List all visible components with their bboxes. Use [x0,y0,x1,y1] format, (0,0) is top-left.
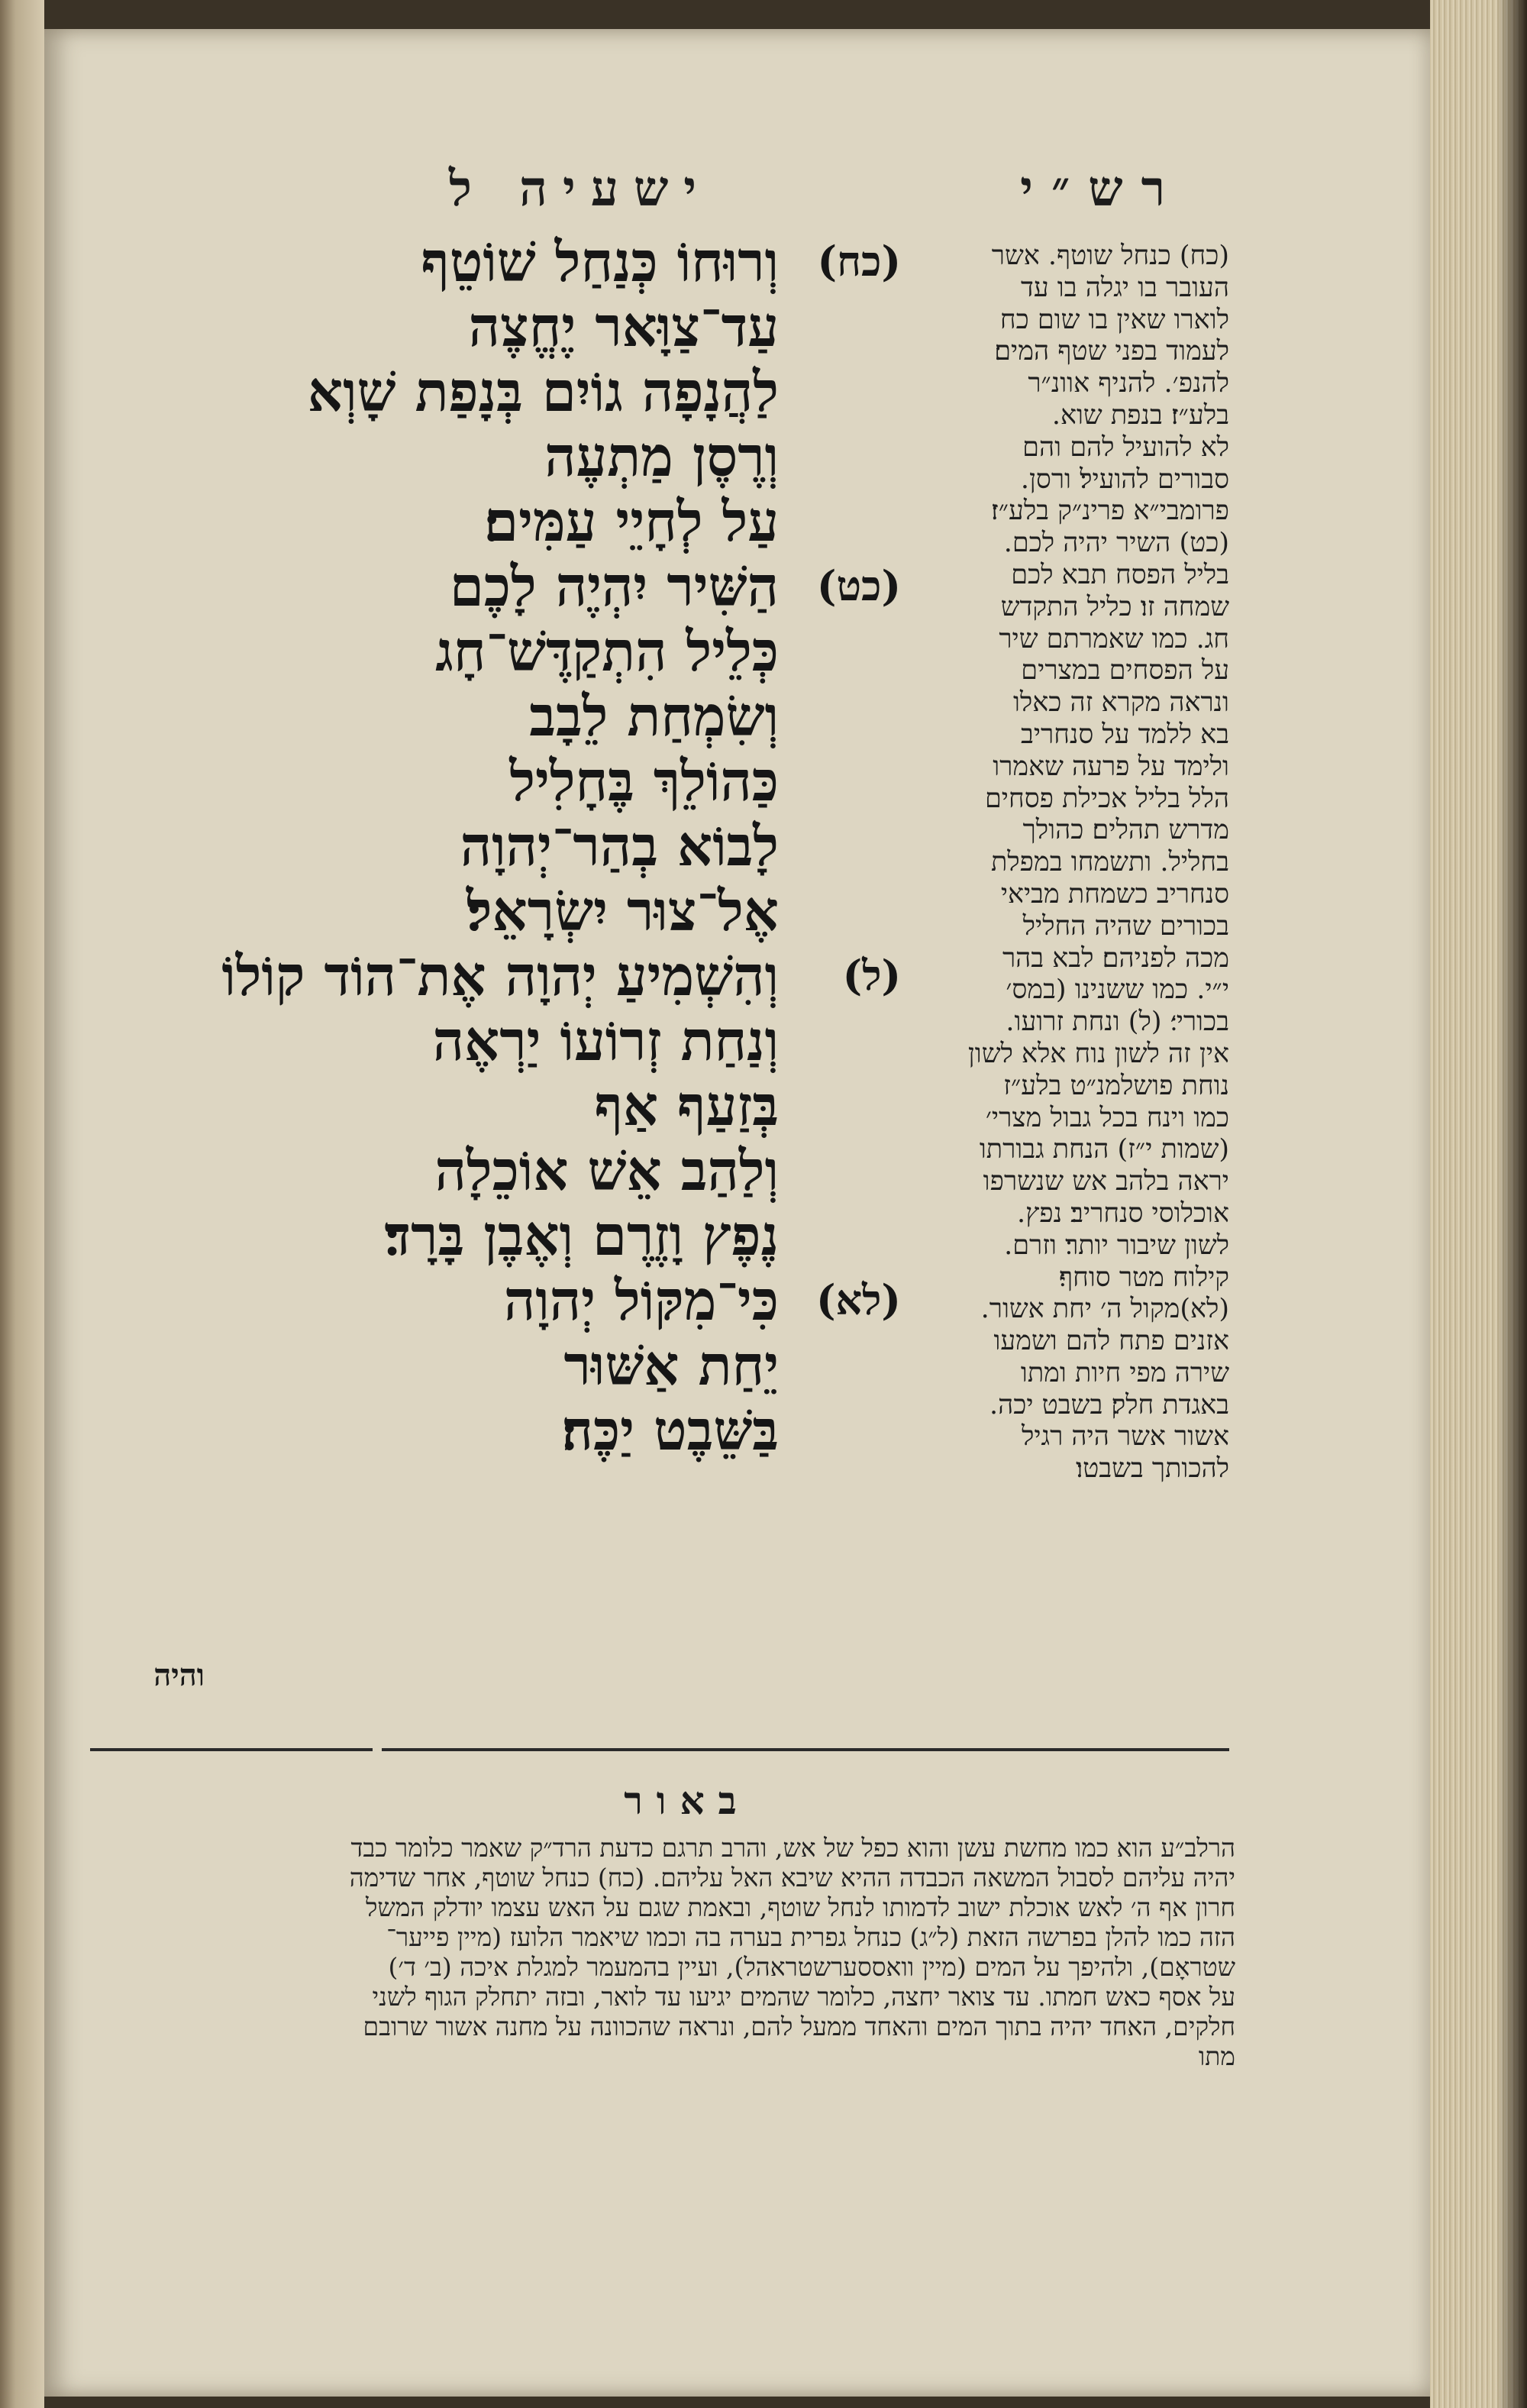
verse-line [115,748,893,813]
rashi-line: (שמות י״ז) הנחת גבורתו [979,1134,1229,1165]
rashi-line: סנחריב כשמחת מביאי [1000,878,1229,910]
biur-line: מתו [1198,2041,1235,2071]
rashi-line: אין זה לשון נוח אלא לשון [967,1038,1229,1069]
rashi-line: מדרש תהלים׃ כהולך [1022,815,1229,846]
verse-text: וְשִׂמְחַת לֵבָב [529,684,779,748]
book-title-header: ישעיה ל [448,160,712,218]
rashi-line: בכורים שהיה החליל [1022,910,1229,942]
verse-line [115,294,893,359]
verse-text: נֶפֶץ וָזֶרֶם וְאֶבֶן בָּרָד׃ [384,1203,779,1268]
verse-line [115,424,893,489]
rashi-line: בליל הפסח תבא לכם [1011,559,1229,590]
rashi-line: סבורים להועיל׃ ורסן. [1020,464,1229,495]
verse-text: וְלַהַב אֵשׁ אוֹכֵלָה [434,1138,779,1203]
rashi-line: בלע״ז׃ בנפת שוא. [1051,399,1229,431]
biur-title: באור [624,1778,751,1823]
verse-line [115,1268,901,1333]
verse-text: כְּלֵיל הִתְקַדֶּשׁ־חָג [435,619,779,684]
verse-line [115,813,893,878]
left-page-edge [0,0,44,2408]
verse-text: כִּי־מִקּוֹל יְהוָה [503,1268,779,1333]
rashi-line: אזנים פתח להם ושמעו [993,1326,1229,1357]
page-stack-edge [1430,0,1527,2408]
rashi-line: לשון שיבור יותר׃ וזרם. [1004,1230,1229,1261]
rashi-line: (כט) השיר יהיה לכם. [1003,528,1229,559]
rashi-line: להכותך בשבטו׃ [1076,1453,1229,1485]
biur-line: יהיה עליהם לסבול המשאה הכבדה ההיא שיבא האל עליהם. (כח) כנחל שוטף, אחר שדימה [349,1863,1235,1892]
verse-text: לָבוֹא בְהַר־יְהוָה [460,813,779,878]
verse-line [115,1203,893,1268]
verse-text: הַשִּׁיר יִהְיֶה לָכֶם [449,554,779,619]
verse-line [115,1398,893,1463]
verse-text: עַד־צַוָּאר יֶחֱצֶה [468,294,779,359]
verse-text: כַּהוֹלֵךְ בֶּחָלִיל [509,748,779,813]
biur-line: חלקים, האחד יהיה בתוך המים והאחד ממעל להם, ונראה שהכוונה על מחנה אשור שרובם [363,2012,1235,2041]
verse-line [115,554,901,619]
biur-line: חרון אף ה׳ לאש אוכלת ישוב לדמותו לנחל שוטף, ובאמת שגם על האש עצמו יודלק המשל [365,1892,1235,1922]
rashi-line: לעמוד בפני שטף המים׃ [994,336,1229,367]
rashi-line: ונראה מקרא זה כאלו [1012,687,1229,719]
rashi-header: רש״י [1020,160,1183,218]
rashi-line: (לא)מקול ה׳ יחת אשור. [980,1294,1229,1325]
verse-number: (כח) [817,237,901,286]
verse-text: וְנַחַת זְרוֹעוֹ יַרְאֶה [432,1008,779,1073]
verse-text: וְהִשְׁמִיעַ יְהוָה אֶת־הוֹד קוֹלוֹ [221,943,779,1008]
divider-gap [373,1746,382,1753]
biur-line: הזה כמו להלן בפרשה הזאת (ל״ג) כנחל גפרית בערה בה וכמו שיאמר הלועז (מיין פייער־ [386,1922,1235,1952]
verse-number: (ל) [842,951,901,1000]
verse-line [115,229,901,294]
rashi-line: נוחת פושלמנ״ט בלע״ז [1003,1070,1229,1101]
rashi-line: שירה מפי חיות ומתו [1020,1357,1229,1388]
verse-text: בְּזַעַף אַף [594,1073,779,1138]
verse-text: אֶל־צוּר יִשְׂרָאֵל׃ [466,878,779,943]
rashi-line: מכה לפניהם׃ לבא בהר [1002,942,1229,974]
rashi-line: יראה בלהב אש שנשרפו [983,1166,1229,1198]
section-divider [90,1748,1229,1751]
verse-line [115,359,893,424]
rashi-line: הלל בליל אכילת פסחים [984,783,1229,814]
verse-line [115,943,901,1008]
verse-text: לַהֲנָפָה גוֹיִם בְּנָפַת שָׁוְא [307,359,779,424]
rashi-line: לוארו שאין בו שום כח [999,304,1229,335]
rashi-line: פרומבי״א פרינ״ק בלע״ז׃ [990,496,1229,527]
verse-line [115,489,893,554]
biur-line: על אסף כאש חמתו. עד צואר יחצה, כלומר שהמים יגיעו עד לואר, ובזה יתחלק הגוף לשני [372,1982,1235,2012]
rashi-line: ולימד על פרעה שאמרו [993,751,1229,782]
rashi-line: שמחה זו׃ כליל התקדש [1000,591,1229,622]
biur-line: הרלב״ע הוא כמו מחשת עשן והוא כפל של אש, והרב תרגם כדעת הרד״ק שאמר כלומר כבד [350,1833,1235,1863]
verse-line [115,1333,893,1398]
biur-commentary [90,1833,1235,2071]
rashi-line: אשור אשר היה רגיל [1021,1421,1229,1453]
verse-line [115,1073,893,1138]
verse-line [115,878,893,943]
rashi-line: באגדת חלק׃ בשבט יכה. [989,1389,1229,1421]
verse-text: יֵחַת אַשּׁוּר [563,1333,779,1398]
rashi-line: אוכלוסי סנחריב׃ נפץ. [1016,1198,1229,1229]
rashi-commentary [915,241,1229,1745]
verse-line [115,619,893,684]
verse-text: עַל לְחָיֵי עַמִּים׃ [484,489,779,554]
rashi-line: בא ללמד על סנחריב [1021,719,1229,750]
verse-number: (לא) [815,1275,901,1324]
verse-text: וְרוּחוֹ כְּנַחַל שׁוֹטֵף [421,229,779,294]
rashi-line: כמו וינח בכל גבול מצרי׳ [985,1102,1229,1133]
rashi-line: העובר בו יגלה בו עד [1021,272,1229,303]
rashi-line: קילוח מטר סוחף׃ [1059,1262,1229,1293]
verse-number: (כט) [816,561,901,610]
verse-line [115,1138,893,1203]
biur-line: שטראָם), ולהיפך על המים (מיין וואססערשטראהל), ועיין בהמעמר למגלת איכה (ב׳ ד׳) [388,1952,1235,1982]
rashi-line: בכורי׳׃ (ל) ונחת זרועו. [1006,1007,1229,1038]
rashi-line: להנפ׳. להניף אוונ״ר [1028,368,1229,399]
rashi-line: בחליל. ותשמחו במפלת [990,847,1229,878]
rashi-line: לא להועיל להם והם [1022,432,1229,463]
verse-line [115,1008,893,1073]
rashi-line: (כח) כנחל שוטף. אשר [991,241,1229,271]
verse-column [115,229,901,1642]
verse-line [115,684,893,748]
rashi-line: י״י. כמו ששנינו (במס׳ [1006,975,1229,1006]
verse-text: בַּשֵּׁבֶט יַכֶּה׃ [561,1398,779,1463]
verse-text: וְרֶסֶן מַתְעֶה [544,424,779,489]
catchword: והיה [153,1657,205,1693]
rashi-line: חג. כמו שאמרתם שיר [999,623,1229,655]
rashi-line: על הפסחים במצרים [1021,655,1229,687]
